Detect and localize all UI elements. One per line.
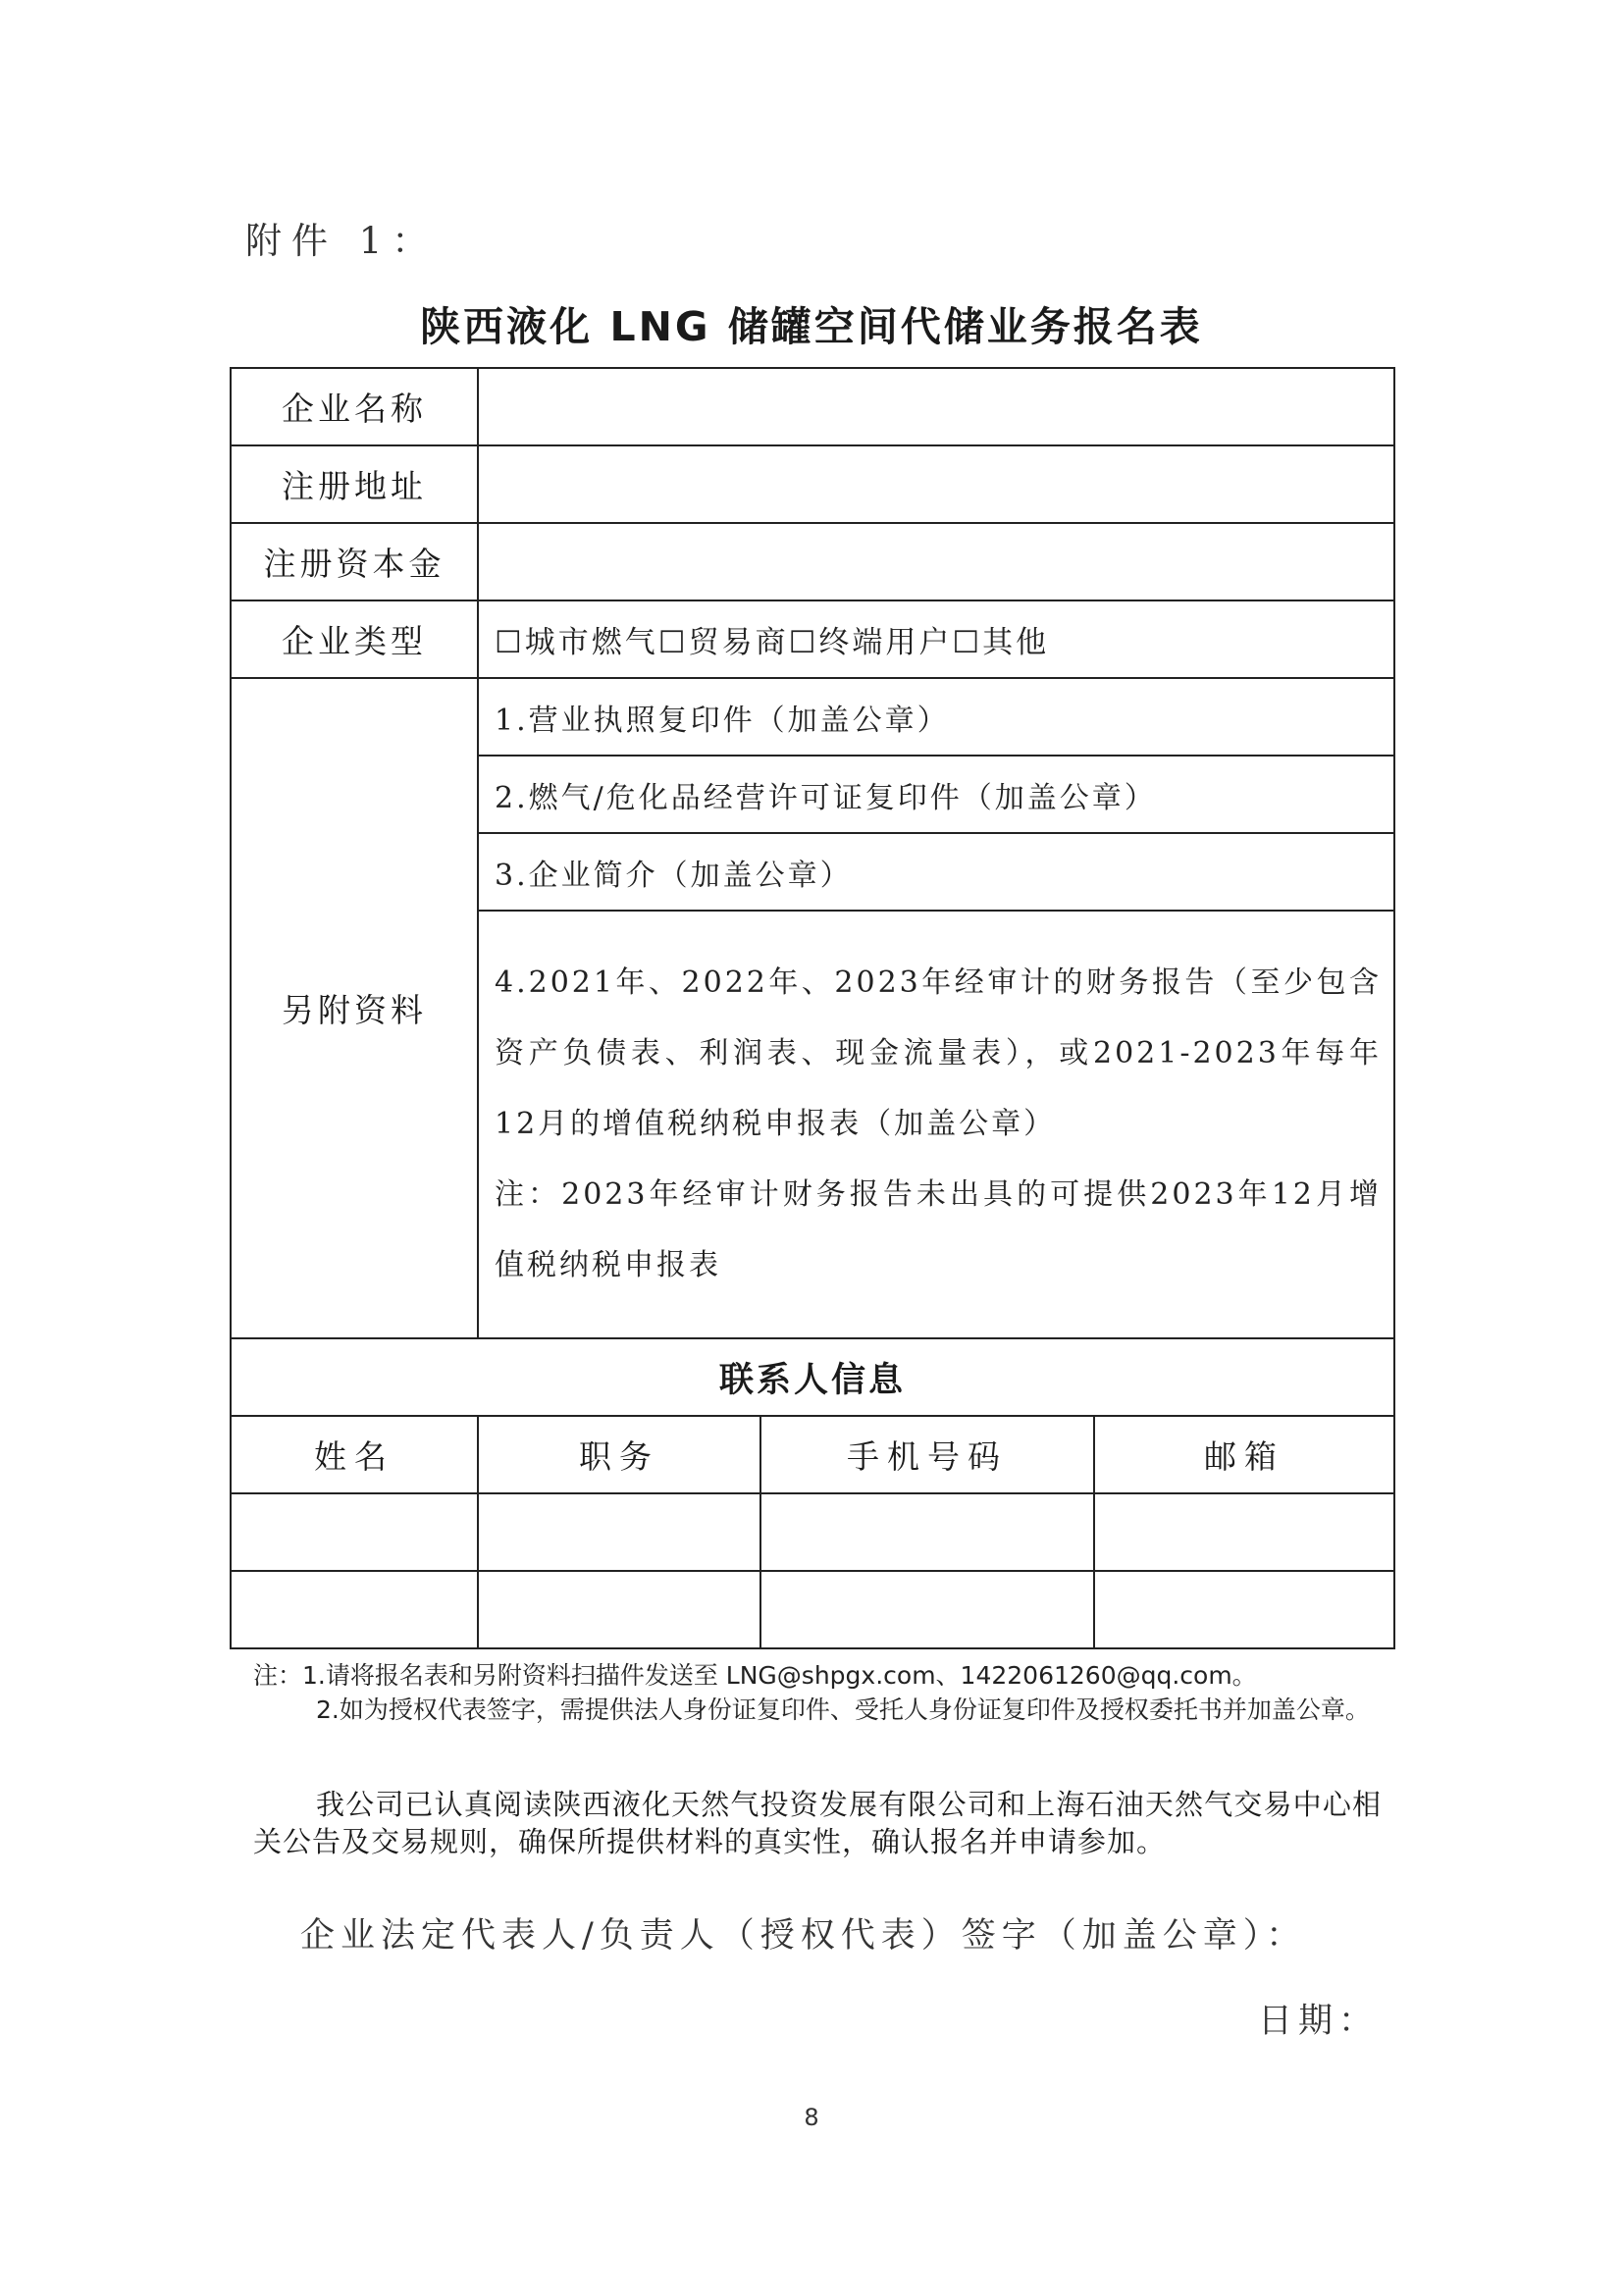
registered-capital-label: 注册资本金 (231, 523, 478, 600)
column-header-name: 姓名 (231, 1416, 478, 1493)
contact-position-cell[interactable] (478, 1493, 760, 1571)
column-header-position: 职务 (478, 1416, 760, 1493)
material-item-4-cell (478, 911, 1394, 1338)
company-type-checkboxes[interactable]: ☐城市燃气☐贸易商☐终端用户☐其他 (478, 600, 1394, 678)
contact-row (231, 1493, 1394, 1571)
note-line-1: 注：1.请将报名表和另附资料扫描件发送至 LNG@shpgx.com、1422061260@qq.com。 (253, 1661, 1257, 1690)
materials-label: 另附资料 (231, 678, 478, 1338)
contact-email-cell[interactable] (1094, 1493, 1394, 1571)
company-name-field[interactable] (478, 368, 1394, 445)
materials-row-1 (231, 678, 1394, 756)
company-type-row (231, 600, 1394, 678)
contacts-section-row (231, 1338, 1394, 1416)
registered-address-row (231, 445, 1394, 523)
registered-address-field[interactable] (478, 445, 1394, 523)
contact-mobile-cell[interactable] (760, 1493, 1094, 1571)
date-label: 日期： (1258, 2002, 1380, 2041)
registered-capital-field[interactable] (478, 523, 1394, 600)
contact-name-cell[interactable] (231, 1493, 478, 1571)
contact-position-cell[interactable] (478, 1571, 760, 1648)
material-item-1: 1.营业执照复印件（加盖公章） (478, 678, 1394, 756)
contact-name-cell[interactable] (231, 1571, 478, 1648)
column-header-email: 邮箱 (1094, 1416, 1394, 1493)
contacts-header-row (231, 1416, 1394, 1493)
registration-form-table (230, 367, 1395, 1649)
contacts-section-title: 联系人信息 (231, 1338, 1394, 1416)
declaration-paragraph: 我公司已认真阅读陕西液化天然气投资发展有限公司和上海石油天然气交易中心相关公告及交易规则，确保所提供材料的真实性，确认报名并申请参加。 (253, 1788, 1382, 1858)
column-header-mobile: 手机号码 (760, 1416, 1094, 1493)
contact-row (231, 1571, 1394, 1648)
materials-note: 注：2023年经审计财务报告未出具的可提供2023年12月增值税纳税申报表 (495, 1177, 1382, 1282)
note-line-2: 2.如为授权代表签字，需提供法人身份证复印件、受托人身份证复印件及授权委托书并加盖公章。 (316, 1696, 1370, 1724)
submission-notes (253, 1658, 1391, 1727)
company-name-label: 企业名称 (231, 368, 478, 445)
registered-address-label: 注册地址 (231, 445, 478, 523)
page-number: 8 (804, 2104, 819, 2131)
document-title: 陕西液化 LNG 储罐空间代储业务报名表 (420, 303, 1203, 350)
contact-email-cell[interactable] (1094, 1571, 1394, 1648)
company-type-label: 企业类型 (231, 600, 478, 678)
contact-mobile-cell[interactable] (760, 1571, 1094, 1648)
company-name-row (231, 368, 1394, 445)
attachment-label: 附件 1： (245, 220, 439, 262)
material-item-4: 4.2021年、2022年、2023年经审计的财务报告（至少包含资产负债表、利润表、现金流量表），或2021-2023年每年12月的增值税纳税申报表（加盖公章） (495, 965, 1382, 1141)
material-item-3: 3.企业简介（加盖公章） (478, 833, 1394, 911)
registered-capital-row (231, 523, 1394, 600)
signature-label: 企业法定代表人/负责人（授权代表）签字（加盖公章）： (300, 1916, 1307, 1956)
material-item-2: 2.燃气/危化品经营许可证复印件（加盖公章） (478, 756, 1394, 833)
